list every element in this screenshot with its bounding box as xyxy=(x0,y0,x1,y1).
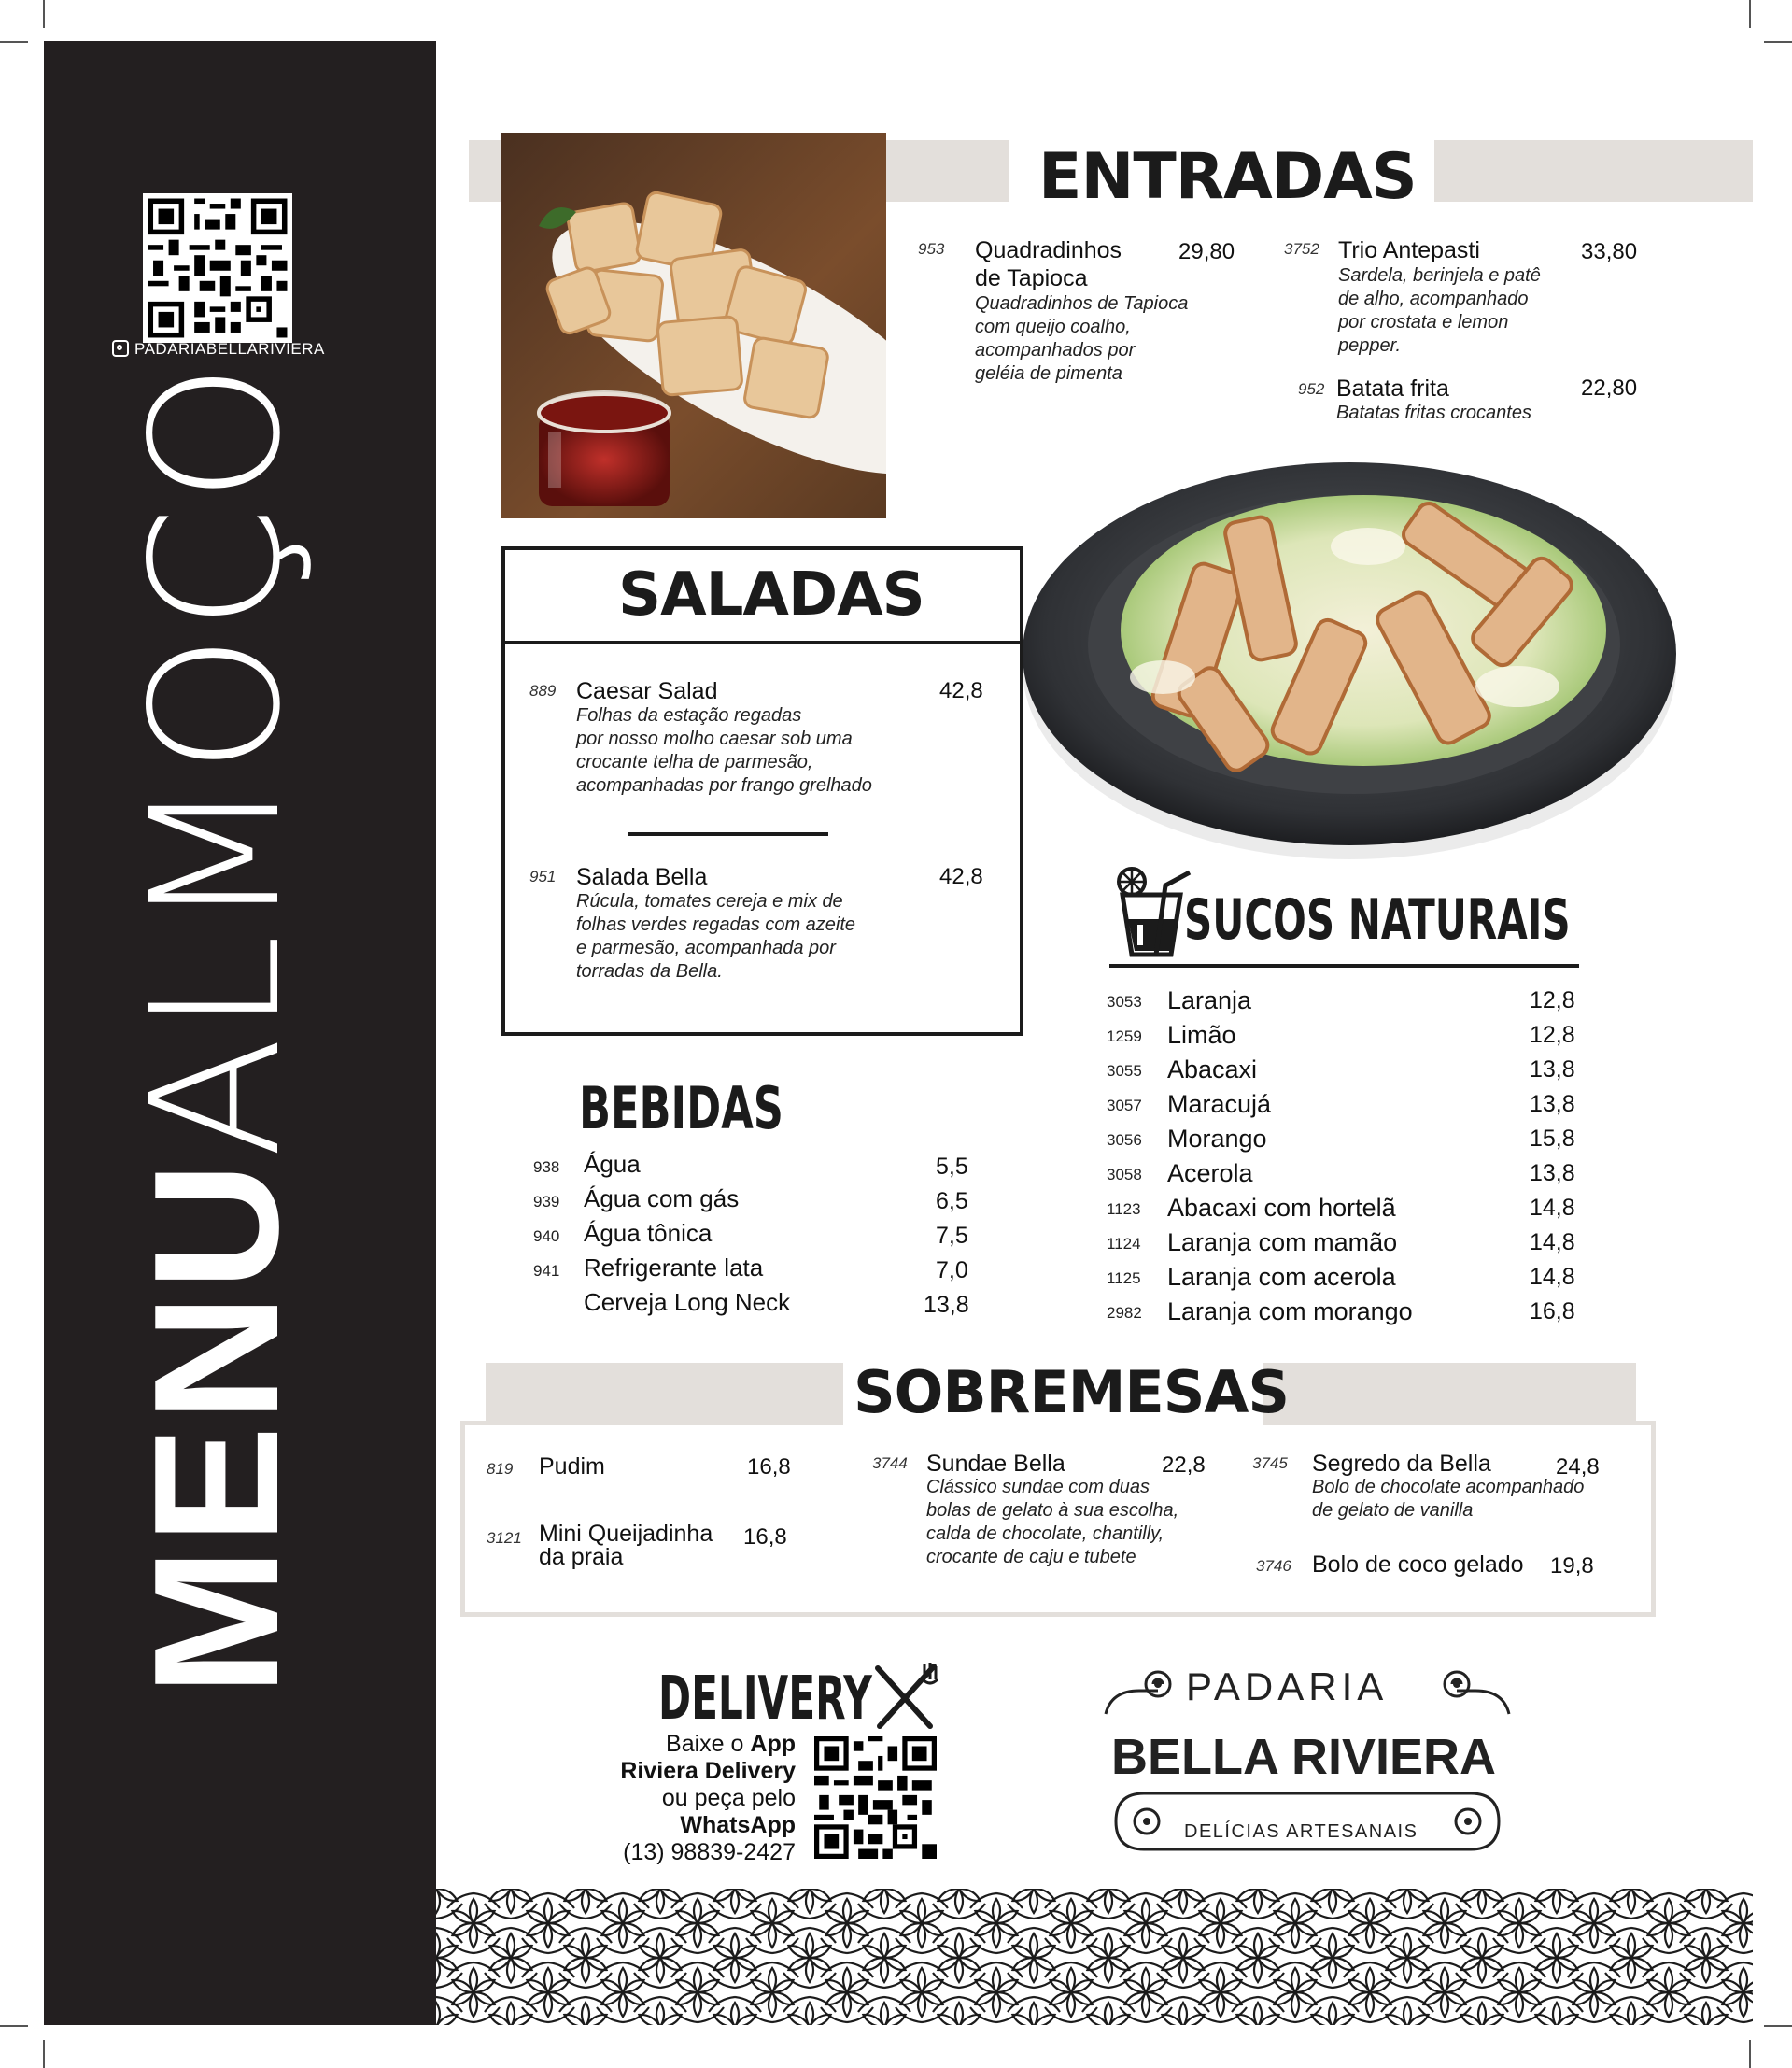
crop-mark xyxy=(1749,0,1751,28)
crop-mark xyxy=(1764,2025,1792,2027)
salada-description: Rúcula, tomates cereja e mix de folhas verdes regadas com azeite e parmesão, acompanhada por torradas da Bella. xyxy=(576,891,856,982)
crop-mark xyxy=(0,41,28,43)
delivery-line-1: Baixe o App xyxy=(666,1731,796,1757)
crop-mark xyxy=(0,2025,28,2027)
item-code: 3056 xyxy=(1107,1131,1142,1149)
bebidas-title: BEBIDAS xyxy=(579,1074,783,1142)
suco-price: 13,8 xyxy=(1530,1056,1575,1083)
salada-price: 42,8 xyxy=(939,678,983,703)
bebida-name: Refrigerante lata xyxy=(584,1254,764,1282)
item-code: 953 xyxy=(918,240,945,258)
delivery-title: DELIVERY xyxy=(658,1664,872,1734)
bebida-price: 6,5 xyxy=(936,1188,968,1214)
crop-mark xyxy=(1764,41,1792,43)
entrada-description: Quadradinhos de Tapioca com queijo coalho, acompanhados por geléia de pimenta xyxy=(975,293,1189,384)
sobremesa-name-cont: da praia xyxy=(539,1544,624,1570)
brand-name: BELLA RIVIERA xyxy=(1111,1729,1497,1785)
sobremesa-name: Bolo de coco gelado xyxy=(1312,1551,1524,1578)
delivery-line-2: Riviera Delivery xyxy=(620,1758,796,1784)
suco-name: Limão xyxy=(1167,1021,1236,1049)
item-code: 819 xyxy=(487,1460,514,1478)
entrada-price: 29,80 xyxy=(1178,239,1235,264)
crop-mark xyxy=(43,2040,45,2068)
sobremesa-price: 16,8 xyxy=(747,1454,791,1480)
instagram-icon xyxy=(112,340,129,357)
delivery-info xyxy=(560,1731,796,1866)
tapioca-photo xyxy=(501,133,886,518)
sobremesa-name: Sundae Bella xyxy=(926,1451,1065,1477)
sobremesa-price: 19,8 xyxy=(1550,1553,1594,1579)
suco-price: 15,8 xyxy=(1530,1126,1575,1152)
bebida-price: 7,5 xyxy=(936,1223,968,1249)
suco-name: Morango xyxy=(1167,1125,1267,1153)
bebida-price: 7,0 xyxy=(936,1257,968,1283)
delivery-line-4: WhatsApp xyxy=(680,1812,796,1838)
item-code: 3053 xyxy=(1107,993,1142,1011)
delivery-line-3: ou peça pelo xyxy=(661,1785,796,1811)
suco-name: Abacaxi com hortelã xyxy=(1167,1194,1396,1222)
fork-knife-icon xyxy=(872,1661,941,1730)
bebida-name: Água com gás xyxy=(584,1184,740,1212)
instagram-qr-code[interactable] xyxy=(143,193,292,343)
brand-top: PADARIA xyxy=(1186,1664,1389,1708)
bebida-name: Água tônica xyxy=(584,1219,713,1247)
salada-description: Folhas da estação regadas por nosso molho caesar sob uma crocante telha de parmesão, acompanhadas por frango grelhado xyxy=(576,705,872,796)
sobremesa-price: 16,8 xyxy=(743,1524,787,1550)
suco-name: Abacaxi xyxy=(1167,1055,1258,1084)
bebida-price: 13,8 xyxy=(924,1292,969,1318)
sobremesas-title: SOBREMESAS xyxy=(854,1358,1290,1426)
salada-name: Caesar Salad xyxy=(576,678,718,704)
saladas-divider xyxy=(501,641,1023,644)
sobremesa-price: 24,8 xyxy=(1556,1454,1600,1480)
item-code: 1259 xyxy=(1107,1027,1142,1045)
sobremesa-description: Clássico sundae com duas bolas de gelato à sua escolha, calda de chocolate, chantilly, crocante de caju e tubete xyxy=(926,1477,1179,1567)
item-code: 939 xyxy=(533,1193,560,1211)
item-code: 3744 xyxy=(872,1454,908,1472)
entradas-title: ENTRADAS xyxy=(1038,140,1417,214)
brand-tagline: DELÍCIAS ARTESANAIS xyxy=(1184,1821,1418,1842)
caesar-salad-photo xyxy=(1013,434,1686,869)
title-almoco: ALMOÇO xyxy=(113,359,319,1159)
salada-separator xyxy=(628,832,828,836)
sucos-title: SUCOS NATURAIS xyxy=(1184,887,1571,953)
bebida-price: 5,5 xyxy=(936,1154,968,1180)
instagram-handle[interactable] xyxy=(112,340,325,359)
salada-price: 42,8 xyxy=(939,864,983,889)
item-code: 3745 xyxy=(1252,1454,1288,1472)
entrada-name: Quadradinhos xyxy=(975,237,1122,263)
delivery-phone[interactable]: (13) 98839-2427 xyxy=(623,1839,796,1865)
item-code: 3058 xyxy=(1107,1166,1142,1183)
item-code: 2982 xyxy=(1107,1304,1142,1322)
entrada-price: 33,80 xyxy=(1581,239,1638,264)
item-code: 951 xyxy=(529,868,557,885)
item-code: 941 xyxy=(533,1262,560,1280)
item-code: 940 xyxy=(533,1227,560,1245)
item-code: 889 xyxy=(529,682,557,700)
floral-pattern-border xyxy=(436,1889,1753,2025)
entrada-description: Sardela, berinjela e patê de alho, acompanhado por crostata e lemon pepper. xyxy=(1338,265,1541,356)
item-code: 3121 xyxy=(487,1529,522,1547)
crop-mark xyxy=(1749,2040,1751,2068)
suco-price: 13,8 xyxy=(1530,1091,1575,1117)
juice-glass-icon xyxy=(1108,867,1196,958)
item-code: 1123 xyxy=(1107,1200,1141,1218)
salada-name: Salada Bella xyxy=(576,864,708,890)
suco-name: Laranja com mamão xyxy=(1167,1228,1398,1256)
entrada-description: Batatas fritas crocantes xyxy=(1336,403,1531,423)
suco-name: Laranja xyxy=(1167,986,1252,1014)
crop-mark xyxy=(43,0,45,28)
suco-name: Acerola xyxy=(1167,1159,1253,1187)
entrada-name: Batata frita xyxy=(1336,375,1449,402)
suco-name: Laranja com acerola xyxy=(1167,1263,1396,1291)
suco-price: 12,8 xyxy=(1530,987,1575,1013)
suco-price: 12,8 xyxy=(1530,1022,1575,1048)
sobremesa-description: Bolo de chocolate acompanhado de gelato de vanilla xyxy=(1312,1477,1585,1521)
item-code: 952 xyxy=(1298,380,1325,398)
sobremesa-price: 22,8 xyxy=(1162,1452,1206,1478)
item-code: 3752 xyxy=(1284,240,1319,258)
sucos-underline xyxy=(1109,964,1579,968)
suco-name: Maracujá xyxy=(1167,1090,1272,1118)
entrada-name-cont: de Tapioca xyxy=(975,265,1088,291)
suco-price: 16,8 xyxy=(1530,1298,1575,1324)
sobremesa-name: Segredo da Bella xyxy=(1312,1451,1491,1477)
instagram-text: PADARIABELLARIVIERA xyxy=(134,340,325,358)
item-code: 3055 xyxy=(1107,1062,1142,1080)
delivery-qr-code[interactable] xyxy=(814,1736,937,1859)
suco-price: 13,8 xyxy=(1530,1160,1575,1186)
suco-price: 14,8 xyxy=(1530,1229,1575,1255)
title-menu: MENU xyxy=(118,1158,316,1696)
item-code: 3746 xyxy=(1256,1557,1291,1575)
bebida-name: Água xyxy=(584,1150,641,1178)
item-code: 3057 xyxy=(1107,1097,1142,1114)
entrada-name: Trio Antepasti xyxy=(1338,237,1480,263)
bebida-name: Cerveja Long Neck xyxy=(584,1288,791,1316)
suco-price: 14,8 xyxy=(1530,1264,1575,1290)
item-code: 938 xyxy=(533,1158,560,1176)
suco-price: 14,8 xyxy=(1530,1195,1575,1221)
entrada-price: 22,80 xyxy=(1581,375,1638,401)
suco-name: Laranja com morango xyxy=(1167,1297,1413,1325)
menu-vertical-title xyxy=(113,359,319,1696)
sobremesa-name: Mini Queijadinha xyxy=(539,1521,713,1547)
sobremesa-name: Pudim xyxy=(539,1453,605,1480)
item-code: 1124 xyxy=(1107,1235,1141,1253)
saladas-title: SALADAS xyxy=(618,560,924,630)
item-code: 1125 xyxy=(1107,1269,1141,1287)
